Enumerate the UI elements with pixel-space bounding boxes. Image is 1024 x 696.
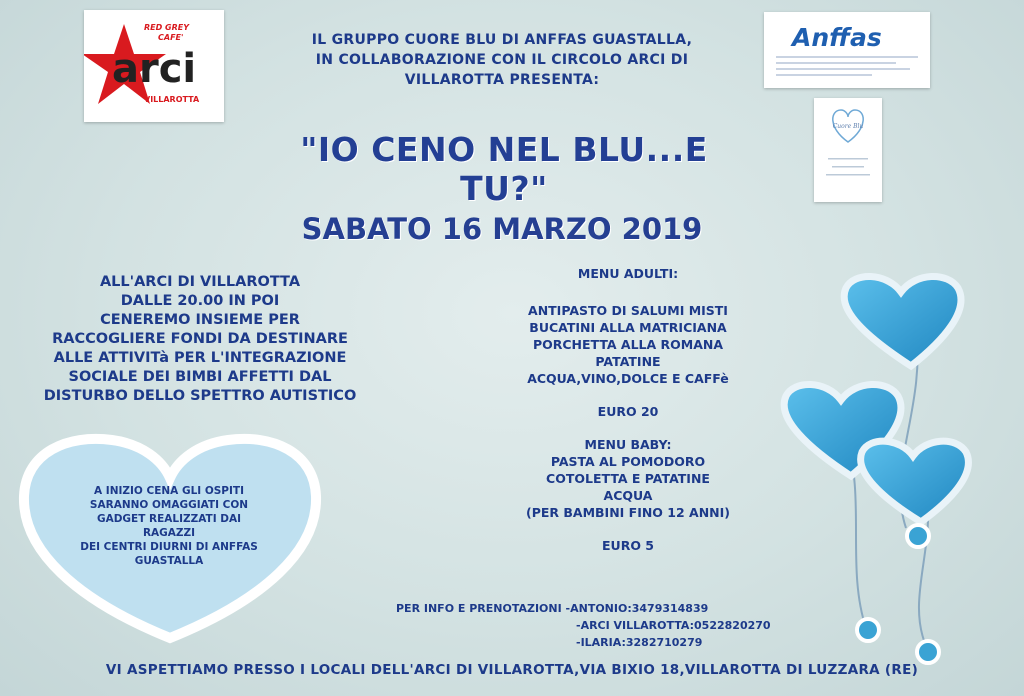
contact-line: -ANTONIO:3479314839 — [565, 602, 709, 615]
menu-adult-title: MENU ADULTI: — [577, 266, 679, 281]
heart-note-line: DEI CENTRI DIURNI DI ANFFAS — [80, 541, 258, 553]
menu-baby-price: EURO 5 — [602, 538, 654, 553]
balloon-weight-icon — [917, 641, 939, 663]
heart-note-line: A INIZIO CENA GLI OSPITI — [94, 485, 244, 497]
menu-item: ACQUA — [603, 488, 653, 503]
description-line: RACCOGLIERE FONDI DA DESTINARE — [52, 331, 348, 347]
intro-line: IN COLLABORAZIONE CON IL CIRCOLO ARCI DI — [315, 52, 689, 68]
heart-note-line: SARANNO OMAGGIATI CON — [89, 499, 249, 511]
balloon-weight-icon — [907, 525, 929, 547]
menu-item: BUCATINI ALLA MATRICIANA — [529, 320, 727, 335]
cuore-blu-logo — [814, 98, 882, 202]
description-line: DALLE 20.00 IN POI — [120, 293, 280, 309]
menu-item: PATATINE — [595, 354, 661, 369]
contact-line: -ILARIA:3282710279 — [576, 636, 703, 649]
heart-balloons — [776, 268, 988, 672]
menu-item: ANTIPASTO DI SALUMI MISTI — [528, 303, 728, 318]
anffas-name: Anffas — [792, 23, 882, 52]
event-title: "IO CENO NEL BLU...E TU?" — [300, 130, 708, 208]
contact-info — [396, 600, 836, 651]
heart-balloon-icon — [861, 441, 969, 522]
menu-item: ACQUA,VINO,DOLCE E CAFFè — [527, 371, 729, 386]
intro-line: VILLAROTTA PRESENTA: — [404, 72, 600, 88]
description-line: SOCIALE DEI BIMBI AFFETTI DAL — [68, 369, 332, 385]
arci-logo — [84, 10, 224, 122]
menu-item: PORCHETTA ALLA ROMANA — [532, 337, 724, 352]
heart-note — [74, 484, 264, 568]
heart-balloon-icon — [844, 276, 961, 366]
intro-text — [262, 30, 742, 90]
anffas-logo — [764, 12, 930, 88]
balloon-weight-icon — [857, 619, 879, 641]
event-description — [20, 273, 380, 406]
menu-item: COTOLETTA E PATATINE — [546, 471, 710, 486]
intro-line: IL GRUPPO CUORE BLU DI ANFFAS GUASTALLA, — [311, 32, 693, 48]
menu-adult-price: EURO 20 — [597, 404, 659, 419]
menu — [498, 265, 758, 554]
description-line: ALLE ATTIVITà PER L'INTEGRAZIONE — [53, 350, 347, 366]
arci-place: VILLAROTTA — [144, 95, 200, 104]
menu-item: (PER BAMBINI FINO 12 ANNI) — [525, 505, 730, 520]
arci-tagline-2: CAFE' — [158, 33, 184, 42]
contact-line: -ARCI VILLAROTTA:0522820270 — [576, 619, 771, 632]
menu-item: PASTA AL POMODORO — [550, 454, 706, 469]
event-date: SABATO 16 MARZO 2019 — [301, 212, 703, 246]
arci-tagline-1: RED GREY — [144, 23, 190, 32]
description-line: DISTURBO DELLO SPETTRO AUTISTICO — [43, 388, 357, 404]
heart-note-line: GADGET REALIZZATI DAI RAGAZZI — [96, 513, 242, 539]
description-line: ALL'ARCI DI VILLAROTTA — [99, 274, 301, 290]
arci-name: arci — [112, 46, 197, 92]
cuore-blu-name: Cuore Blu — [832, 123, 864, 130]
description-line: CENEREMO INSIEME PER — [100, 312, 300, 328]
heart-note-line: GUASTALLA — [134, 555, 204, 567]
info-label: PER INFO E PRENOTAZIONI — [396, 602, 562, 615]
menu-baby-title: MENU BABY: — [584, 437, 672, 452]
footer-address: VI ASPETTIAMO PRESSO I LOCALI DELL'ARCI DI VILLAROTTA,VIA BIXIO 18,VILLAROTTA DI LUZZARA (RE) — [105, 662, 919, 678]
